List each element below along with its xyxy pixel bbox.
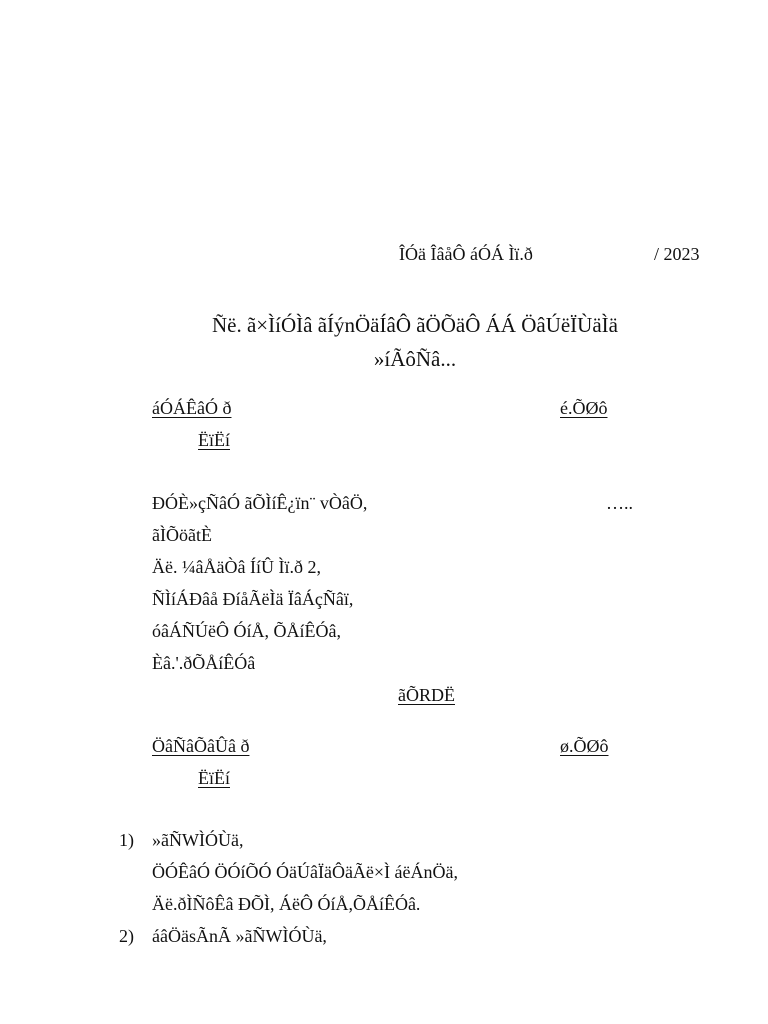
respondent-subrole: ËïËí [198, 768, 230, 788]
petitioner-role-right: é.ÕØô [560, 398, 608, 418]
respondent-role: ÖâÑâÕâÛâ ð [152, 736, 250, 756]
petitioner-role: áÓÁÊâÓ ð [152, 398, 232, 418]
document-title-line1: Ñë. ã×ÌíÓÌâ ãÍýnÖäÍâÔ ãÖÕäÔ ÁÁ ÖâÚëÏÙäÌä [212, 313, 618, 337]
address-line: ÐÓÈ»çÑâÓ ãÕÌíÊ¿ïn¨ vÒâÖ, [152, 493, 368, 513]
versus-label: ãÕRDË [398, 685, 455, 705]
petitioner-subrole: ËïËí [198, 430, 230, 450]
address-dots: ….. [606, 493, 633, 513]
list-item-line: ÖÓÊâÓ ÖÓíÕÓ ÓäÚâÏäÔäÃë×Ì áëÁnÖä, [152, 862, 459, 882]
address-line: ÑÌíÁÐâå ÐíåÃëÌä ÏâÁçÑâï, [152, 589, 354, 609]
respondent-role-right: ø.ÕØô [560, 736, 609, 756]
address-line: Èâ.'.ðÕÅíÊÓâ [152, 653, 256, 673]
list-item-number: 1) [119, 830, 134, 850]
case-number-label: ÎÓä ÎâåÔ áÓÁ Ìï.ð [399, 244, 533, 264]
address-line: Äë. ¼âÅäÒâ ÍíÛ Ìï.ð 2, [152, 557, 321, 577]
list-item-line: Äë.ðÌÑôÊâ ÐÕÌ, ÁëÔ ÓíÅ,ÕÅíÊÓâ. [152, 894, 421, 914]
address-line: óâÁÑÚëÔ ÓíÅ, ÕÅíÊÓâ, [152, 621, 341, 641]
list-item-line: »ãÑWÌÓÙä, [152, 830, 244, 850]
list-item-number: 2) [119, 926, 134, 946]
list-item-line: áâÖäsÃnÃ »ãÑWÌÓÙä, [152, 926, 327, 946]
case-year: / 2023 [654, 244, 700, 264]
address-line: ãÌÕöãtÈ [152, 525, 212, 545]
document-title-line2: »íÃôÑâ... [373, 347, 457, 371]
